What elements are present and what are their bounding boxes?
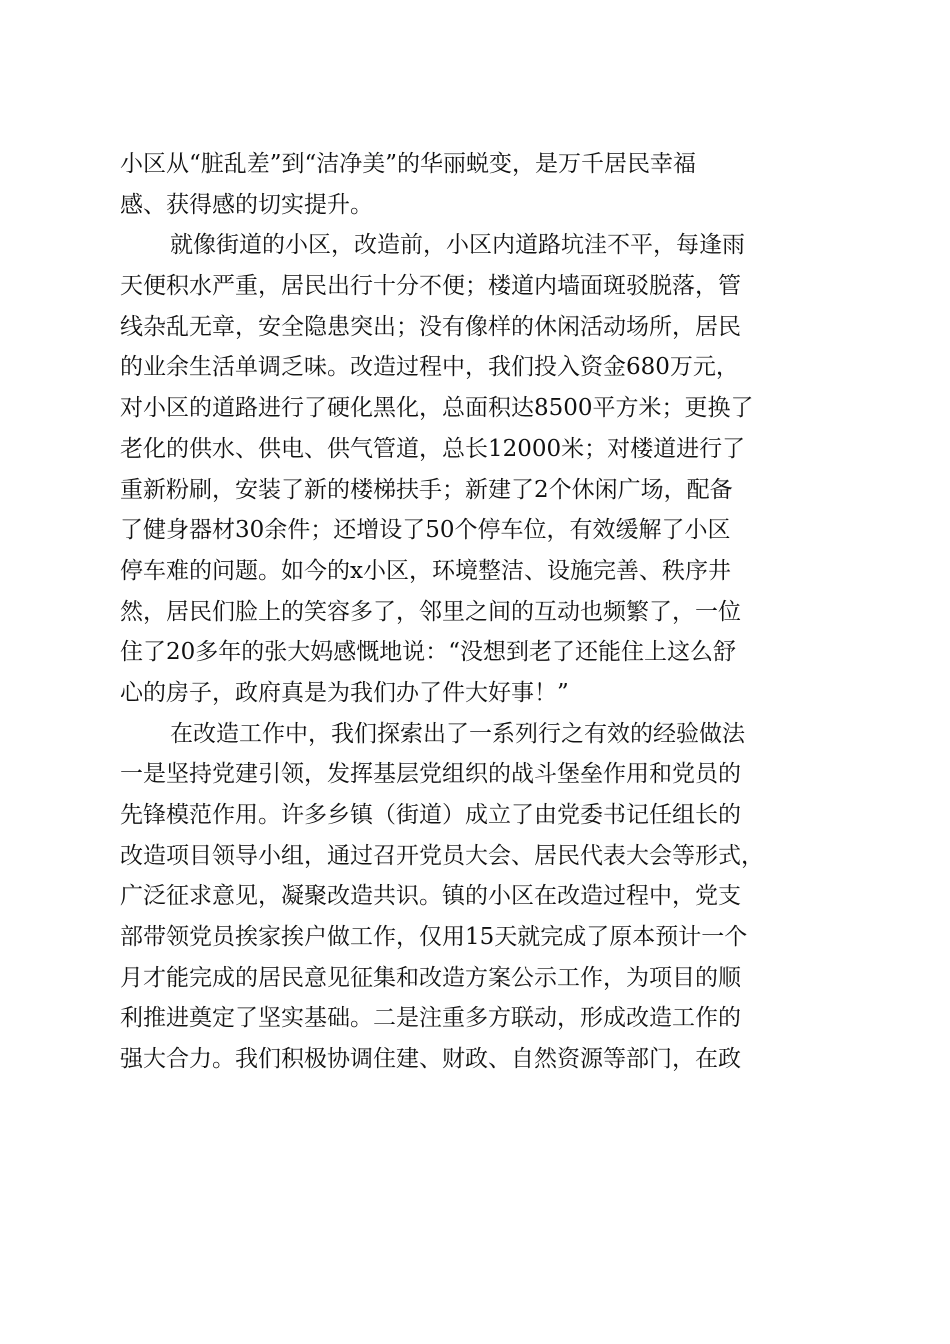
text-line: 部带领党员挨家挨户做工作，仅用15天就完成了原本预计一个 [120, 924, 748, 951]
text-line: 线杂乱无章，安全隐患突出；没有像样的休闲活动场所，居民 [120, 313, 741, 340]
text-line: 老化的供水、供电、供气管道，总长12000米；对楼道进行了 [120, 435, 746, 462]
text-line: 月才能完成的居民意见征集和改造方案公示工作，为项目的顺 [120, 964, 741, 991]
paragraph [120, 714, 830, 1080]
text-line: 广泛征求意见，凝聚改造共识。镇的小区在改造过程中，党支 [120, 883, 741, 910]
text-line: 然，居民们脸上的笑容多了，邻里之间的互动也频繁了，一位 [120, 598, 741, 625]
paragraph [120, 225, 830, 713]
text-line: 一是坚持党建引领，发挥基层党组织的战斗堡垒作用和党员的 [120, 761, 741, 788]
text-line: 重新粉刷，安装了新的楼梯扶手；新建了2个休闲广场，配备 [120, 476, 733, 503]
text-line: 先锋模范作用。许多乡镇（街道）成立了由党委书记任组长的 [120, 802, 741, 828]
text-line: 天便积水严重，居民出行十分不便；楼道内墙面斑驳脱落，管 [120, 273, 741, 300]
text-line: 住了20多年的张大妈感慨地说：“没想到老了还能住上这么舒 [120, 639, 737, 666]
text-line: 对小区的道路进行了硬化黑化，总面积达8500平方米；更换了 [120, 395, 754, 422]
document-body [120, 144, 830, 1080]
text-line: 的业余生活单调乏味。改造过程中，我们投入资金680万元， [120, 354, 739, 381]
text-line: 停车难的问题。如今的x小区，环境整洁、设施完善、秩序井 [120, 557, 731, 584]
text-line: 就像街道的小区，改造前，小区内道路坑洼不平，每逢雨 [170, 232, 745, 259]
text-line: 利推进奠定了坚实基础。二是注重多方联动，形成改造工作的 [120, 1005, 741, 1032]
text-line: 改造项目领导小组，通过召开党员大会、居民代表大会等形式， [120, 842, 764, 869]
text-line: 在改造工作中，我们探索出了一系列行之有效的经验做法 [170, 720, 745, 747]
text-line: 强大合力。我们积极协调住建、财政、自然资源等部门，在政 [120, 1046, 741, 1073]
paragraph [120, 144, 830, 225]
text-line: 感、获得感的切实提升。 [120, 191, 373, 218]
text-line: 了健身器材30余件；还增设了50个停车位，有效缓解了小区 [120, 517, 731, 544]
text-line: 小区从“脏乱差”到“洁净美”的华丽蜕变，是万千居民幸福 [120, 151, 697, 177]
text-line: 心的房子，政府真是为我们办了件大好事！” [120, 679, 569, 706]
